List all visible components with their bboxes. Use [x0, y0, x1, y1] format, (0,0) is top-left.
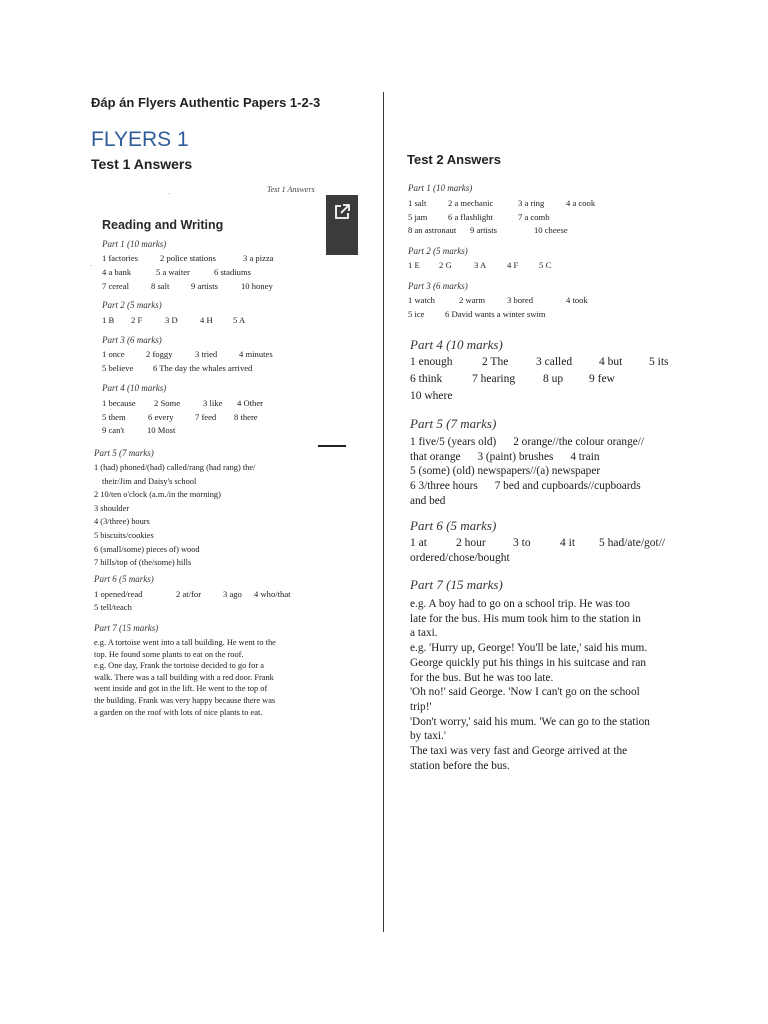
answer: 2 hour [456, 537, 486, 549]
answer: 1 because [102, 398, 136, 408]
t1-part3-title: Part 3 (6 marks) [102, 335, 162, 345]
t1-part2-title: Part 2 (5 marks) [102, 300, 162, 310]
answer-line: 'Don't worry,' said his mum. 'We can go to the station [410, 715, 650, 728]
answer-line: e.g. A boy had to go on a school trip. He was too [410, 598, 630, 610]
answer: 5 them [102, 412, 126, 422]
answer: 6 The day the whales arrived [153, 363, 253, 373]
t1-part6-title: Part 6 (5 marks) [94, 574, 154, 584]
t2-part5-title: Part 5 (7 marks) [410, 416, 497, 431]
answer: 2 The [482, 356, 509, 368]
answer: 6 stadiums [214, 267, 252, 277]
t1-part4-row [102, 424, 332, 438]
answer-line: walk. There was a tall building with a red door. Frank [94, 672, 274, 682]
t2-part4-title: Part 4 (10 marks) [410, 337, 503, 352]
answer: 7 a comb [518, 212, 550, 222]
answer: 3 called [536, 356, 573, 368]
answer-line: their/Jim and Daisy's school [102, 476, 197, 486]
answer: 1 watch [408, 295, 435, 305]
answer-line: top. He found some plants to eat on the roof. [94, 649, 244, 659]
t2-part5-lines [410, 435, 680, 509]
answer: 2 G [439, 260, 452, 270]
answer-line: a taxi. [410, 627, 438, 640]
answer: 3 D [165, 315, 178, 325]
t1-part1-title: Part 1 (10 marks) [102, 239, 167, 249]
answer: 8 an astronaut [408, 225, 457, 235]
column-divider [383, 92, 384, 932]
answer: 6 a flashlight [448, 212, 493, 222]
t2-part6-row [410, 552, 680, 568]
answer-line: 1 five/5 (years old) 2 orange//the colour orange// [410, 436, 645, 448]
test2-heading: Test 2 Answers [407, 152, 501, 167]
t1-part7-lines [94, 637, 334, 718]
reading-writing-title: Reading and Writing [102, 218, 224, 232]
answer: 6 David wants a winter swim [445, 309, 546, 319]
answer-line: 3 shoulder [94, 503, 130, 513]
t2-part3-title: Part 3 (6 marks) [408, 281, 468, 291]
answer-line: George quickly put his things in his suitcase and ran [410, 656, 647, 669]
t1-part1-row [102, 280, 332, 294]
answer: 3 bored [507, 295, 534, 305]
t1-part3-row [102, 348, 332, 362]
answer: 2 Some [154, 398, 181, 408]
answer: 3 to [513, 537, 531, 549]
t1-part5-lines [94, 462, 329, 569]
answer: 7 hearing [472, 373, 516, 385]
document-title: Đáp án Flyers Authentic Papers 1-2-3 [91, 95, 321, 110]
t1-part4-row [102, 397, 332, 411]
answer: 6 think [410, 373, 443, 385]
answer: 4 minutes [239, 349, 273, 359]
answer-line: station before the bus. [410, 759, 510, 772]
t2-part2-title: Part 2 (5 marks) [408, 246, 468, 256]
answer: 5 A [233, 315, 246, 325]
answer-line: e.g. 'Hurry up, George! You'll be late,' said his mum. [410, 642, 648, 655]
answer: 1 at [410, 537, 427, 549]
answer: 9 few [589, 373, 615, 385]
answer: 9 artists [191, 281, 218, 291]
t1-part7-title: Part 7 (15 marks) [94, 623, 159, 633]
answer: 2 warm [459, 295, 486, 305]
t2-part3-row [408, 295, 638, 308]
answer: 2 at/for [176, 589, 202, 599]
flyers-heading: FLYERS 1 [91, 128, 189, 151]
answer: 5 believe [102, 363, 134, 373]
answer-line: 5 biscuits/cookies [94, 530, 154, 540]
scan-mark: · [90, 262, 93, 270]
t2-part1-row [408, 212, 638, 225]
t2-part1-row [408, 198, 638, 211]
answer: 8 salt [151, 281, 170, 291]
answer: 1 B [102, 315, 115, 325]
t1-part5-title: Part 5 (7 marks) [94, 448, 154, 458]
external-link-icon [333, 203, 351, 221]
t2-part1-row [408, 225, 638, 238]
answer: 5 tell/teach [94, 602, 132, 612]
t1-part6-row [94, 588, 334, 602]
answer: 9 artists [470, 225, 497, 235]
t2-part7-lines [410, 597, 680, 773]
answer: 6 every [148, 412, 174, 422]
answer: 8 there [234, 412, 258, 422]
answer: 2 a mechanic [448, 198, 494, 208]
answer: 10 where [410, 390, 453, 402]
answer-line: the building. Frank was very happy because there was [94, 695, 276, 705]
answer-line: and bed [410, 494, 446, 507]
answer: 1 factories [102, 253, 139, 263]
t1-part4-title: Part 4 (10 marks) [102, 383, 167, 393]
t2-part2-row [408, 260, 638, 273]
t1-part4-row [102, 411, 332, 425]
answer-line: late for the bus. His mum took him to the station in [410, 612, 641, 625]
answer-line: 7 hills/top of (the/some) hills [94, 558, 192, 568]
t1-part2-row [102, 314, 332, 328]
answer: 4 it [560, 537, 576, 549]
answer: ordered/chose/bought [410, 552, 510, 564]
answer: 1 salt [408, 198, 427, 208]
t2-part4-row [410, 390, 680, 406]
answer-line: 4 (3/three) hours [94, 517, 150, 527]
answer: 10 cheese [534, 225, 568, 235]
answer: 3 A [474, 260, 487, 270]
answer-line: 'Oh no!' said George. 'Now I can't go on the school [410, 686, 640, 699]
answer-line: 5 (some) (old) newspapers//(a) newspaper [410, 465, 601, 478]
answer: 3 a ring [518, 198, 545, 208]
answer: 4 H [200, 315, 213, 325]
answer: 2 police stations [160, 253, 216, 263]
answer: 3 tried [195, 349, 218, 359]
t2-part1-title: Part 1 (10 marks) [408, 183, 473, 193]
answer: 3 like [203, 398, 223, 408]
running-head: Test 1 Answers [267, 185, 315, 194]
answer-line: e.g. One day, Frank the tortoise decided to go for a [94, 661, 264, 671]
answer: 10 Most [147, 425, 176, 435]
answer: 2 foggy [146, 349, 173, 359]
t1-part1-row [102, 252, 332, 266]
answer-line: The taxi was very fast and George arrived at the [410, 745, 628, 758]
answer: 3 a pizza [243, 253, 274, 263]
answer: 8 up [543, 373, 564, 385]
answer: 4 who/that [254, 589, 291, 599]
answer: 10 honey [241, 281, 273, 291]
t1-part3-row [102, 362, 332, 376]
t2-part4-row [410, 373, 680, 389]
answer-line: that orange 3 (paint) brushes 4 train [410, 450, 600, 463]
answer-line: 1 (had) phoned/(had) called/rang (had rang) the/ [94, 463, 256, 472]
answer-line: a garden on the roof with lots of nice plants to eat. [94, 707, 263, 717]
answer: 9 can't [102, 425, 125, 435]
answer-line: trip!' [410, 700, 432, 713]
answer: 3 ago [223, 589, 242, 599]
answer: 7 cereal [102, 281, 129, 291]
answer: 5 a waiter [156, 267, 190, 277]
answer: 5 C [539, 260, 552, 270]
answer: 1 once [102, 349, 125, 359]
answer: 5 had/ate/got// [599, 537, 666, 549]
test1-heading: Test 1 Answers [91, 156, 193, 172]
t2-part3-row [408, 309, 638, 322]
scan-mark: · [168, 190, 171, 198]
t1-part6-row [94, 601, 334, 615]
answer: 4 Other [237, 398, 264, 408]
answer: 4 took [566, 295, 588, 305]
answer-line: for the bus. But he was too late. [410, 671, 554, 684]
answer: 1 enough [410, 356, 453, 368]
t1-part1-row [102, 266, 332, 280]
answer: 1 E [408, 260, 420, 270]
answer-line: e.g. A tortoise went into a tall building. He went to the [94, 638, 276, 647]
answer-line: 6 3/three hours 7 bed and cupboards//cupboards [410, 480, 641, 493]
answer: 4 but [599, 356, 623, 368]
answer: 5 jam [408, 212, 428, 222]
answer: 5 its [649, 356, 669, 368]
answer-line: by taxi.' [410, 730, 446, 743]
t2-part4-row [410, 356, 680, 372]
answer-line: 6 (small/some) pieces of) wood [94, 544, 200, 554]
answer-line: went inside and got in the lift. He went to the top of [94, 684, 268, 694]
answer: 5 ice [408, 309, 425, 319]
t2-part7-title: Part 7 (15 marks) [410, 577, 503, 592]
answer: 1 opened/read [94, 589, 143, 599]
open-external-button[interactable] [326, 195, 358, 255]
scan-dash [318, 445, 346, 447]
answer: 4 a cook [566, 198, 596, 208]
t2-part6-title: Part 6 (5 marks) [410, 518, 497, 533]
t2-part6-row [410, 537, 680, 553]
answer: 4 F [507, 260, 519, 270]
answer: 2 F [131, 315, 143, 325]
answer: 4 a bank [102, 267, 132, 277]
answer-line: 2 10/ten o'clock (a.m./in the morning) [94, 490, 221, 500]
answer: 7 feed [195, 412, 217, 422]
